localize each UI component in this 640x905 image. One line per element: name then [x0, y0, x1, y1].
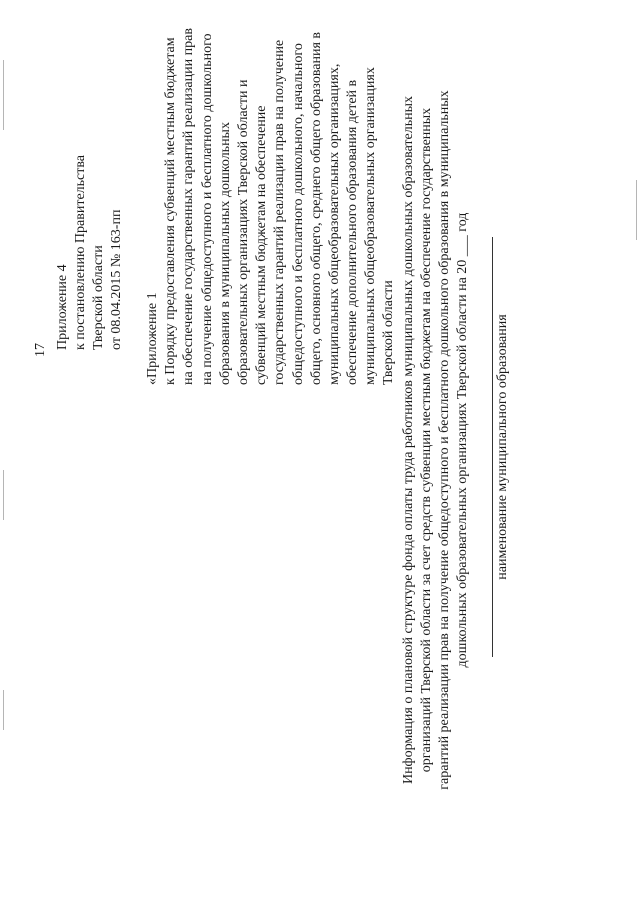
- appendix-line: субвенций местным бюджетам на обеспечение: [254, 105, 270, 385]
- appendix-line: на обеспечение государственных гарантий реализации прав: [181, 28, 197, 385]
- appendix-line: муниципальных общеобразовательных организациях: [363, 67, 379, 385]
- scan-edge-mark: [3, 470, 4, 520]
- municipality-name-caption: наименование муниципального образования: [495, 314, 510, 580]
- appendix-line: на получение общедоступного и бесплатного дошкольного: [199, 33, 215, 385]
- page-number: 17: [33, 343, 48, 357]
- scan-edge-mark: [3, 690, 4, 730]
- resolution-line: от 08.04.2015 № 163-пп: [109, 209, 124, 350]
- appendix-line: общедоступного и бесплатного дошкольного, начального: [290, 43, 306, 385]
- title-line: гарантий реализации прав на получение общедоступного и бесплатного дошкольного образования в муниципальных: [437, 90, 452, 790]
- scan-edge-mark: [636, 180, 637, 240]
- resolution-reference-block: [54, 155, 126, 350]
- appendix-line: к Порядку предоставления субвенций местным бюджетам: [163, 37, 179, 385]
- appendix-line: «Приложение 1: [145, 292, 160, 385]
- resolution-line: Тверской области: [91, 245, 106, 350]
- title-line: Информация о плановой структуре фонда оплаты труда работников муниципальных дошкольных образовательных: [401, 95, 416, 785]
- appendix-line: муниципальных общеобразовательных организациях,: [326, 63, 342, 385]
- title-line: дошкольных образовательных организациях Тверской области на 20 ___ год: [455, 212, 470, 668]
- appendix-reference-block: [144, 28, 399, 385]
- appendix-line: общего, основного общего, среднего общего образования в: [308, 31, 324, 385]
- scan-edge-mark: [3, 60, 4, 130]
- appendix-line: обеспечение дополнительного образования детей в: [345, 79, 361, 385]
- resolution-line: Приложение 4: [55, 264, 70, 350]
- appendix-line: образования в муниципальных дошкольных: [217, 122, 233, 385]
- resolution-line: к постановлению Правительства: [73, 154, 88, 350]
- appendix-line: образовательных организациях Тверской области и: [235, 79, 251, 385]
- appendix-line: Тверской области: [381, 280, 397, 385]
- document-title: [400, 90, 472, 790]
- municipality-name-line: [492, 237, 493, 657]
- title-line: организаций Тверской области за счет средств субвенции местным бюджетам на обеспечение государственных: [419, 107, 434, 773]
- appendix-line: государственных гарантий реализации прав на получение: [272, 39, 288, 385]
